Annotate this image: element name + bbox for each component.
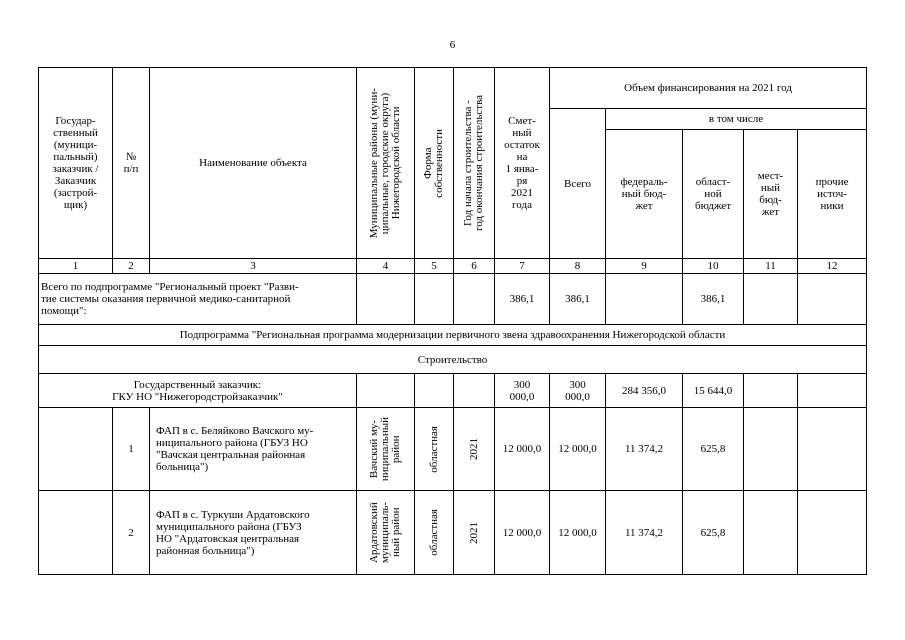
- header-districts: Муниципальные районы (муни- ципальные, городские округа) Нижегородской области: [357, 68, 415, 259]
- row-district: Вачский му- ниципальный район: [357, 408, 415, 491]
- header-balance: Смет- ный остаток на 1 янва- ря 2021 года: [495, 68, 550, 259]
- row-regional: 625,8: [683, 408, 744, 491]
- customer-total: 300 000,0: [550, 374, 606, 408]
- financing-table: [38, 67, 867, 575]
- subprogram-total-total: 386,1: [550, 274, 606, 325]
- row-object-name: ФАП в с. Туркуши Ардатовского муниципального района (ГБУЗ НО "Ардатовская центральная районная больница"): [150, 491, 357, 575]
- row-balance: 12 000,0: [495, 491, 550, 575]
- customer-balance: 300 000,0: [495, 374, 550, 408]
- table-row: [39, 408, 867, 491]
- subprogram-total-label: Всего по подпрограмме "Региональный проект "Разви- тие системы оказания первичной медико-санитарной помощи":: [39, 274, 357, 325]
- header-years: Год начала строительства - год окончания строительства: [454, 68, 495, 259]
- row-year: 2021: [454, 408, 495, 491]
- header-object-name: Наименование объекта: [150, 68, 357, 259]
- header-ownership: Форма собственности: [415, 68, 454, 259]
- row-num: 1: [113, 408, 150, 491]
- customer-regional: 15 644,0: [683, 374, 744, 408]
- row-year: 2021: [454, 491, 495, 575]
- subprogram-total-row: [39, 274, 867, 325]
- column-numbers-row: [39, 259, 867, 274]
- col-number: 2: [113, 259, 150, 274]
- header-regional: област- ной бюджет: [683, 130, 744, 259]
- row-total: 12 000,0: [550, 408, 606, 491]
- col-number: 3: [150, 259, 357, 274]
- table-row: [39, 491, 867, 575]
- row-balance: 12 000,0: [495, 408, 550, 491]
- header-funding: Объем финансирования на 2021 год: [550, 68, 867, 109]
- col-number: 5: [415, 259, 454, 274]
- subprogram-title: Подпрограмма "Региональная программа модернизации первичного звена здравоохранения Нижегородской области: [39, 325, 867, 346]
- col-number: 9: [606, 259, 683, 274]
- customer-label: Государственный заказчик: ГКУ НО "Нижегородстройзаказчик": [39, 374, 357, 408]
- customer-federal: 284 356,0: [606, 374, 683, 408]
- col-number: 7: [495, 259, 550, 274]
- subprogram-total-balance: 386,1: [495, 274, 550, 325]
- header-federal: федераль- ный бюд- жет: [606, 130, 683, 259]
- col-number: 8: [550, 259, 606, 274]
- header-other: прочие источ- ники: [798, 130, 867, 259]
- row-total: 12 000,0: [550, 491, 606, 575]
- col-number: 10: [683, 259, 744, 274]
- section-title: Строительство: [39, 346, 867, 374]
- row-num: 2: [113, 491, 150, 575]
- row-federal: 11 374,2: [606, 408, 683, 491]
- header-local: мест- ный бюд- жет: [744, 130, 798, 259]
- row-object-name: ФАП в с. Беляйково Вачского му- ниципального района (ГБУЗ НО "Вачская центральная районная больница"): [150, 408, 357, 491]
- col-number: 4: [357, 259, 415, 274]
- col-number: 1: [39, 259, 113, 274]
- header-total: Всего: [550, 109, 606, 259]
- subprogram-total-regional: 386,1: [683, 274, 744, 325]
- col-number: 12: [798, 259, 867, 274]
- row-district: Ардатовский муниципаль- ный район: [357, 491, 415, 575]
- row-regional: 625,8: [683, 491, 744, 575]
- customer-row: [39, 374, 867, 408]
- row-ownership: областная: [415, 491, 454, 575]
- col-number: 6: [454, 259, 495, 274]
- page-number: 6: [449, 39, 456, 51]
- header-num: № п/п: [113, 68, 150, 259]
- col-number: 11: [744, 259, 798, 274]
- row-federal: 11 374,2: [606, 491, 683, 575]
- header-including: в том числе: [606, 109, 867, 130]
- row-ownership: областная: [415, 408, 454, 491]
- header-customer: Государ- ственный (муници- пальный) заказчик / Заказчик (застрой- щик): [39, 68, 113, 259]
